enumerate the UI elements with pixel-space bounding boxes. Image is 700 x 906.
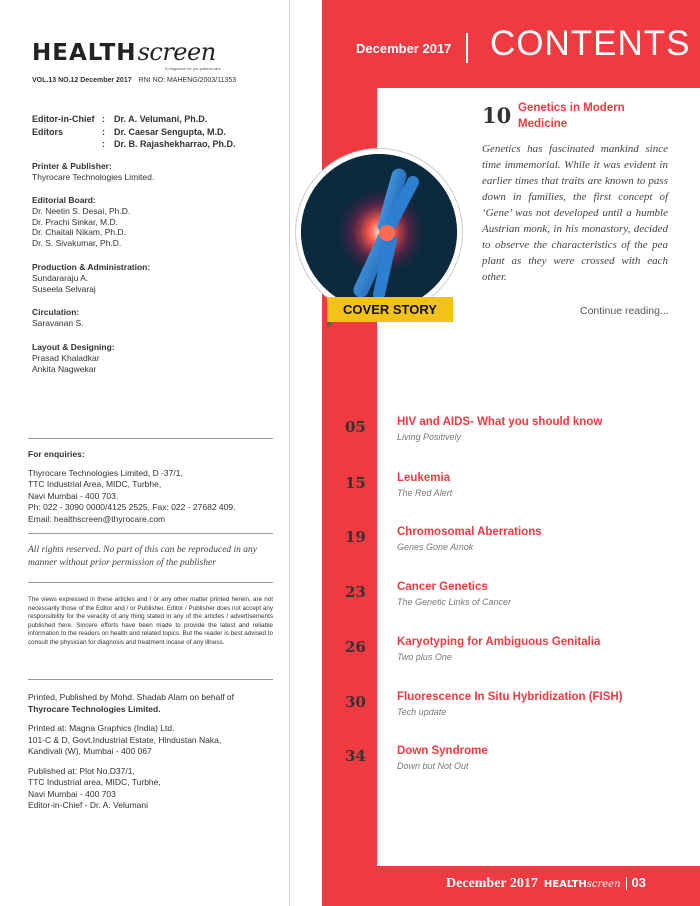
toc-subtitle: Living Positively <box>397 432 462 442</box>
toc-page-number: 34 <box>345 747 366 765</box>
logo-health-text: HEALTH <box>32 40 137 66</box>
enquiries-line: TTC Industrial Area, MIDC, Turbhe, <box>28 479 162 489</box>
feature-page-number: 10 <box>482 103 512 128</box>
toc-title[interactable]: Leukemia <box>397 472 451 484</box>
editor-row <box>32 138 236 151</box>
board-member: Dr. Neetin S. Desai, Ph.D. <box>32 205 131 216</box>
divider <box>28 582 273 583</box>
toc-page-number: 19 <box>345 528 366 546</box>
printed-by <box>28 692 278 715</box>
healthscreen-logo <box>32 38 216 66</box>
toc-title[interactable]: Down Syndrome <box>397 745 488 757</box>
production-member: Sundararaju A. <box>32 272 89 283</box>
editorial-board-block <box>32 195 130 249</box>
toc-item[interactable] <box>345 745 685 785</box>
footer-date: December 2017 <box>446 876 538 891</box>
editors-list <box>32 113 236 151</box>
page-footer <box>446 875 646 892</box>
editor-row <box>32 126 236 139</box>
divider <box>28 679 273 680</box>
continue-reading-link[interactable]: Continue reading... <box>580 305 669 317</box>
enquiries-line: Thyrocare Technologies Limited, D -37/1, <box>28 467 183 478</box>
editor-role: Editors <box>32 126 64 137</box>
footer-logo-health: HEALTH <box>543 879 587 890</box>
page-title: CONTENTS <box>490 24 691 63</box>
layout-member: Ankita Nagwekar <box>32 363 97 374</box>
toc-page-number: 26 <box>345 638 366 656</box>
toc-title[interactable]: Chromosomal Aberrations <box>397 526 542 538</box>
enquiries-line: Navi Mumbai - 400 703. <box>28 490 119 501</box>
toc-subtitle: Genes Gone Amok <box>397 542 474 552</box>
printed-block <box>28 692 278 820</box>
editor-role: Editor-in-Chief <box>32 114 95 124</box>
production-member: Suseela Selvaraj <box>32 283 96 294</box>
logo-screen-text: screen <box>137 38 216 66</box>
toc-page-number: 05 <box>345 418 366 436</box>
toc-title[interactable]: Karyotyping for Ambiguous Genitalia <box>397 636 601 648</box>
page-number: 03 <box>631 875 646 890</box>
printed-at <box>28 723 278 758</box>
enquiries-line: Ph: 022 - 3090 0000/4125 2525, Fax: 022 - 27682 409. <box>28 502 236 512</box>
editor-sep: : <box>102 126 105 137</box>
toc-subtitle: The Red Alert <box>397 488 453 498</box>
toc-item[interactable] <box>345 472 685 512</box>
printer-block <box>32 161 154 183</box>
toc-item[interactable] <box>345 416 685 456</box>
toc-item[interactable] <box>345 691 685 731</box>
cover-image[interactable] <box>296 149 462 315</box>
production-block <box>32 262 150 294</box>
published-at <box>28 766 278 812</box>
layout-block <box>32 342 115 374</box>
published-at-line: Editor-in-Chief - Dr. A. Velumani <box>28 800 148 810</box>
badge-fold <box>327 322 333 328</box>
feature-body: Genetics has fascinated mankind since time immemorial. While it was evident in earlier times that traits are known to pass down in families, the first concept of ‘Gene’ was not developed until a humble Austrian monk, in his monastory, decided to observe the characteristics of the pea plant as they were crossed with each other. <box>482 143 668 283</box>
toc-page-number: 23 <box>345 583 366 601</box>
toc-item[interactable] <box>345 526 685 566</box>
printed-by-prefix: Printed, Published by Mohd. Shadab Alam on behalf of <box>28 692 235 702</box>
circulation-member: Saravanan S. <box>32 317 84 328</box>
toc-page-number: 30 <box>345 693 366 711</box>
published-at-line: Published at: Plot No.D37/1, <box>28 765 135 776</box>
editor-name: Dr. Caesar Sengupta, M.D. <box>114 126 227 137</box>
enquiries-block <box>28 449 278 525</box>
chromosome-illustration <box>301 154 457 310</box>
volume-line <box>32 77 236 84</box>
logo-tagline: A magazine for pre-patient care <box>165 66 221 71</box>
divider <box>28 533 273 534</box>
editor-role <box>32 138 102 151</box>
printed-at-line: 101-C & D, Govt.Industrial Estate, Hindustan Naka, <box>28 734 222 745</box>
toc-page-number: 15 <box>345 474 366 492</box>
printer-name: Thyrocare Technologies Limited. <box>32 171 155 182</box>
enquiries-heading: For enquiries: <box>28 449 85 459</box>
printed-at-line: Kandivali (W), Mumbai - 400 067 <box>28 746 152 756</box>
toc-title[interactable]: HIV and AIDS- What you should know <box>397 416 603 428</box>
header-separator <box>466 33 468 63</box>
volume-info: VOL.13 NO.12 December 2017 <box>32 77 132 84</box>
divider <box>28 438 273 439</box>
toc-title[interactable]: Fluorescence In Situ Hybridization (FISH) <box>397 691 623 703</box>
toc-item[interactable] <box>345 636 685 676</box>
layout-member: Prasad Khaladkar <box>32 352 100 363</box>
editor-sep: : <box>102 114 105 124</box>
editor-row <box>32 113 236 126</box>
issue-date: December 2017 <box>356 41 452 56</box>
layout-heading: Layout & Designing: <box>32 342 115 352</box>
board-member: Dr. S. Sivakumar, Ph.D. <box>32 238 122 249</box>
editor-sep: : <box>102 139 105 149</box>
cover-story-badge: COVER STORY <box>327 297 453 322</box>
column-divider <box>289 0 290 906</box>
toc-subtitle: Down but Not Out <box>397 761 469 771</box>
toc-subtitle: Two plus One <box>397 652 452 662</box>
printer-heading: Printer & Publisher: <box>32 161 112 171</box>
published-at-line: Navi Mumbai - 400 703 <box>28 788 116 799</box>
production-heading: Production & Administration: <box>32 262 151 272</box>
published-at-line: TTC Industrial area, MIDC, Turbhe, <box>28 777 161 787</box>
printed-by-company: Thyrocare Technologies Limited. <box>28 703 161 714</box>
toc-subtitle: The Genetic Links of Cancer <box>397 597 512 607</box>
enquiries-email[interactable]: Email: healthscreen@thyrocare.com <box>28 513 166 524</box>
feature-title[interactable]: Genetics in Modern Medicine <box>518 102 625 130</box>
footer-separator <box>626 877 627 890</box>
rights-notice: All rights reserved. No part of this can be reproduced in any manner without prior permission of the publisher <box>28 545 258 568</box>
circulation-block <box>32 307 84 329</box>
board-member: Dr. Chaitali Nikam, Ph.D. <box>32 227 126 238</box>
toc-title[interactable]: Cancer Genetics <box>397 581 488 593</box>
board-heading: Editorial Board: <box>32 195 96 205</box>
rni-number: RNI NO: MAHENG/2003/11353 <box>138 77 237 84</box>
editor-name: Dr. A. Velumani, Ph.D. <box>114 114 208 124</box>
disclaimer-text: The views expressed in these articles and / or any other matter printed herein, are not necessarily those of the Editor and / or Publisher. Editor / Publisher does not accept any responsibility for the veracity of any thing stated in any of the articles / advertisements published here. Sincere efforts have been made to provide the latest and reliable information to the readers on health and related topics. But the reader is best advised to consult the physician for diagnosis and treatment incase of any illness. <box>28 596 273 646</box>
toc-item[interactable] <box>345 581 685 621</box>
printed-at-line: Printed at: Magna Graphics (India) Ltd. <box>28 723 175 733</box>
board-member: Dr. Prachi Sinkar, M.D. <box>32 216 118 227</box>
footer-logo-screen: screen <box>586 879 621 890</box>
toc-subtitle: Tech update <box>397 707 447 717</box>
circulation-heading: Circulation: <box>32 307 80 317</box>
editor-name: Dr. B. Rajashekharrao, Ph.D. <box>114 139 236 149</box>
